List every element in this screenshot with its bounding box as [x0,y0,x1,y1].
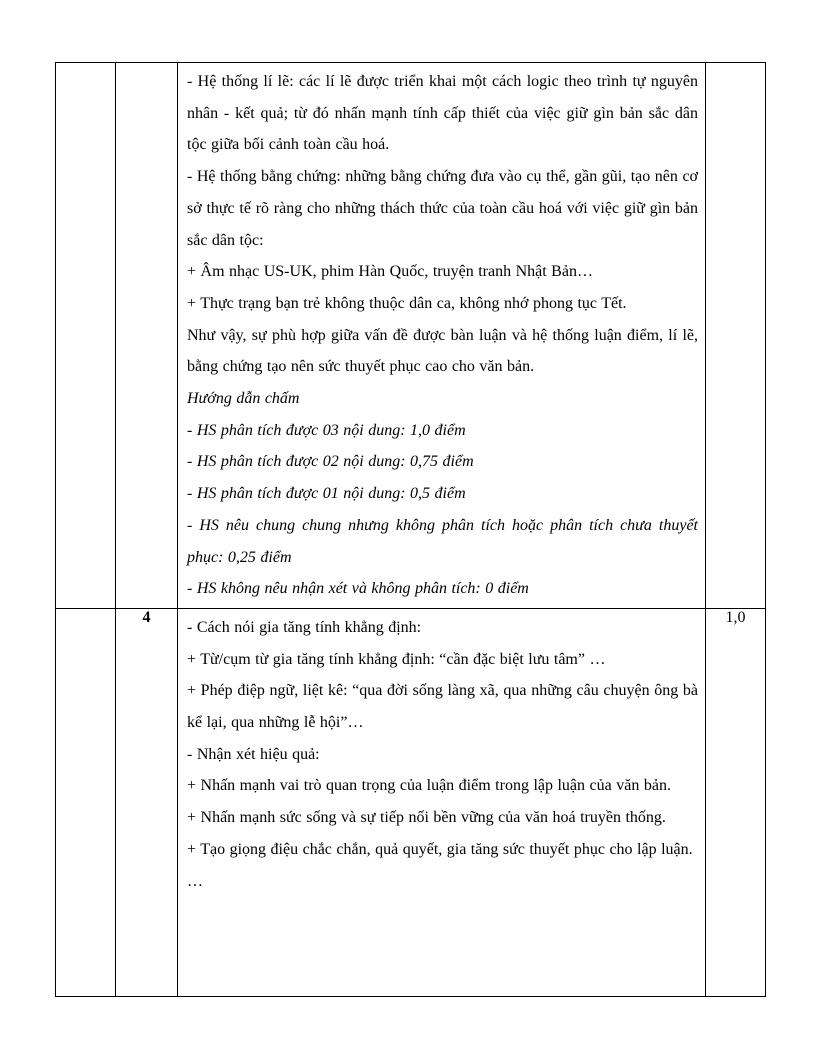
table-row [56,608,766,996]
paragraph: + Nhấn mạnh vai trò quan trọng của luận điểm trong lập luận của văn bản. [187,777,671,795]
cell-question-outer [56,608,116,996]
paragraph: Như vậy, sự phù hợp giữa vấn đề được bàn luận và hệ thống luận điểm, lí lẽ, bằng chứng tạo nên sức thuyết phục cao cho văn bản. [187,326,698,376]
table-row [56,63,766,609]
paragraph: + Thực trạng bạn trẻ không thuộc dân ca, không nhớ phong tục Tết. [187,294,627,312]
paragraph: - Cách nói gia tăng tính khẳng định: [187,618,422,636]
paragraph: + Tạo giọng điệu chắc chắn, quả quyết, gia tăng sức thuyết phục cho lập luận. [187,840,693,858]
paragraph: - Hệ thống bằng chứng: những bằng chứng đưa vào cụ thể, gần gũi, tạo nên cơ sở thực tế rõ ràng cho những thách thức của toàn cầu hoá với việc giữ gìn bản sắc dân tộc: [187,168,698,249]
cell-question-outer [56,63,116,609]
paragraph: - HS phân tích được 01 nội dung: 0,5 điểm [187,485,466,503]
paragraph: - Hệ thống lí lẽ: các lí lẽ được triển khai một cách logic theo trình tự nguyên nhân - kết quả; từ đó nhấn mạnh tính cấp thiết của việc giữ gìn bản sắc dân tộc giữa bối cảnh toàn cầu hoá. [187,73,698,154]
paragraph: … [187,872,203,890]
rubric-table [55,62,766,997]
cell-answer-content [178,608,706,996]
paragraph: + Nhấn mạnh sức sống và sự tiếp nối bền vững của văn hoá truyền thống. [187,809,666,827]
paragraph: + Âm nhạc US-UK, phim Hàn Quốc, truyện tranh Nhật Bản… [187,263,593,281]
cell-question-number [116,63,178,609]
cell-answer-content [178,63,706,609]
paragraph: Hướng dẫn chấm [187,390,300,408]
paragraph: + Phép điệp ngữ, liệt kê: “qua đời sống làng xã, qua những câu chuyện ông bà kể lại, qua những lễ hội”… [187,682,698,732]
cell-score [706,63,766,609]
cell-score: 1,0 [706,608,766,996]
paragraph: - HS phân tích được 03 nội dung: 1,0 điểm [187,421,466,439]
paragraph: + Từ/cụm từ gia tăng tính khẳng định: “cần đặc biệt lưu tâm” … [187,650,606,668]
paragraph: - Nhận xét hiệu quả: [187,745,320,763]
paragraph: - HS nêu chung chung nhưng không phân tích hoặc phân tích chưa thuyết phục: 0,25 điểm [187,516,698,566]
cell-question-number: 4 [116,608,178,996]
paragraph: - HS không nêu nhận xét và không phân tích: 0 điểm [187,580,529,598]
paragraph: - HS phân tích được 02 nội dung: 0,75 điểm [187,453,474,471]
